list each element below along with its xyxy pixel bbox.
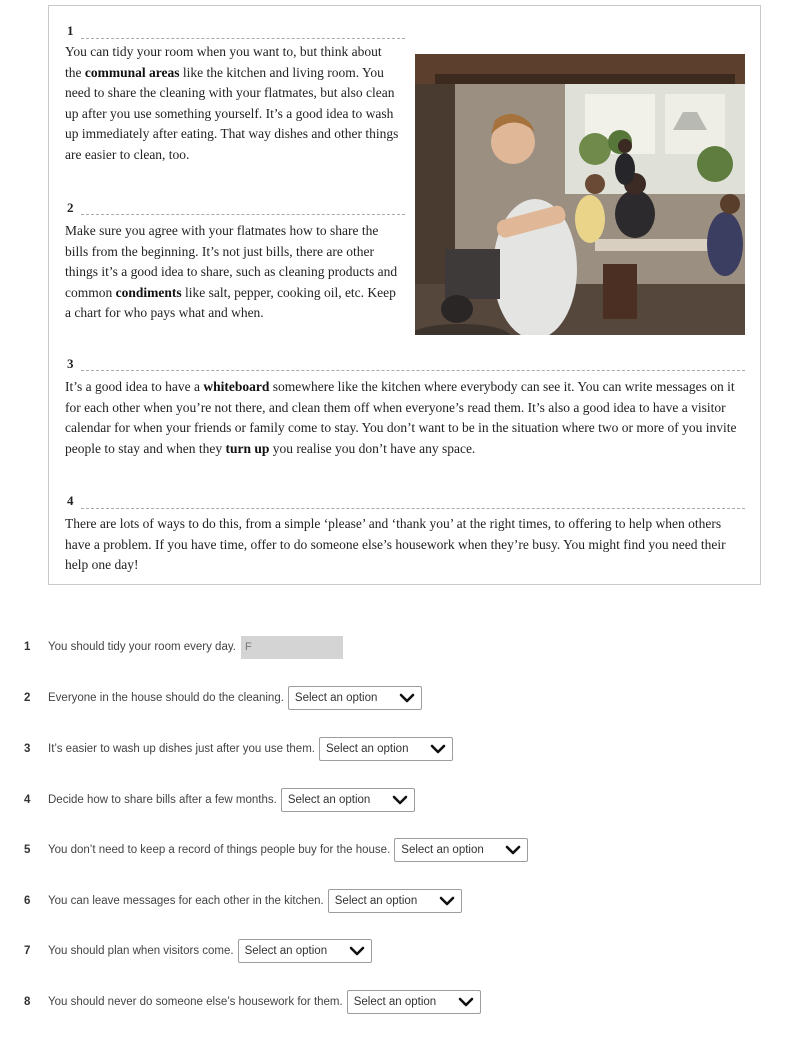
chevron-down-icon — [505, 845, 521, 855]
keyword-turn-up: turn up — [225, 440, 270, 456]
question-number: 4 — [24, 794, 31, 806]
question-number: 5 — [24, 844, 31, 856]
question-text: You don’t need to keep a record of things people buy for the house. — [48, 844, 391, 856]
answer-select[interactable] — [319, 737, 453, 761]
question-text: You should tidy your room every day. — [48, 641, 236, 653]
section-2-number: 2 — [67, 200, 74, 215]
section-1-paragraph: You can tidy your room when you want to, but think about the communal areas like the kitchen and living room. You need to share the cleaning with your flatmates, but also clean up after you use something yourself. It’s a good idea to wash up immediately after eating. That way dishes and other things are easier to clean, too. — [65, 44, 399, 162]
question-1 — [24, 635, 343, 659]
question-text: You should never do someone else’s housework for them. — [48, 996, 343, 1008]
section-3-number: 3 — [67, 356, 74, 371]
chevron-down-icon — [439, 896, 455, 906]
question-7 — [24, 939, 372, 963]
question-4 — [24, 788, 415, 812]
answer-select[interactable] — [328, 889, 462, 913]
question-number: 3 — [24, 743, 31, 755]
question-text: Decide how to share bills after a few months. — [48, 794, 277, 806]
answer-field[interactable]: F — [241, 636, 343, 659]
section-2-paragraph: Make sure you agree with your flatmates how to share the bills from the beginning. It’s not just bills, there are other things it’s a good idea to share, such as cleaning products and common condiments like salt, pepper, cooking oil, etc. Keep a chart for who pays what and when. — [65, 223, 398, 321]
answer-select[interactable] — [347, 990, 481, 1014]
select-placeholder: Select an option — [325, 743, 409, 755]
select-placeholder: Select an option — [287, 794, 371, 806]
section-4-paragraph: There are lots of ways to do this, from a simple ‘please’ and ‘thank you’ at the right times, to offering to help when others have a problem. If you have time, offer to do someone else’s housework when they’re busy. You might find you need their help one day! — [65, 516, 726, 573]
answer-select[interactable] — [394, 838, 528, 862]
select-placeholder: Select an option — [294, 692, 378, 704]
question-number: 6 — [24, 895, 31, 907]
select-placeholder: Select an option — [401, 844, 484, 856]
reading-text-box — [48, 5, 761, 585]
question-8 — [24, 990, 481, 1014]
chevron-down-icon — [392, 795, 408, 805]
question-number: 8 — [24, 996, 31, 1008]
question-number: 7 — [24, 945, 31, 957]
section-4-number: 4 — [67, 493, 74, 508]
section-4-heading-blank — [81, 508, 745, 509]
answer-select[interactable] — [238, 939, 372, 963]
answer-select[interactable] — [281, 788, 415, 812]
question-3 — [24, 737, 453, 761]
keyword-whiteboard: whiteboard — [203, 379, 270, 394]
question-2 — [24, 686, 422, 710]
section-3-paragraph: It’s a good idea to have a whiteboard somewhere like the kitchen where everybody can see it. You can write messages on it for each other when you’re not there, and clean them off when everyone’s read them. It’s also a good idea to have a visitor calendar for when your friends or family come to stay. You don’t want to be in the situation where two or more of you invite people to stay and when they turn up you realise you don’t have any space. — [65, 379, 737, 456]
question-number: 1 — [24, 641, 31, 653]
chevron-down-icon — [399, 693, 415, 703]
kitchen-scene-illustration — [415, 54, 745, 335]
select-placeholder: Select an option — [334, 895, 418, 907]
question-number: 2 — [24, 692, 31, 704]
question-6 — [24, 889, 462, 913]
select-placeholder: Select an option — [244, 945, 328, 957]
question-text: Everyone in the house should do the cleaning. — [48, 692, 284, 704]
answer-select[interactable] — [288, 686, 422, 710]
section-1-number: 1 — [67, 23, 74, 38]
chevron-down-icon — [349, 946, 365, 956]
select-placeholder: Select an option — [353, 996, 437, 1008]
keyword-communal-areas: communal areas — [84, 64, 180, 80]
question-text: You should plan when visitors come. — [48, 945, 234, 957]
section-2-heading-blank — [81, 214, 405, 215]
chevron-down-icon — [430, 744, 446, 754]
question-5 — [24, 838, 528, 862]
question-text: You can leave messages for each other in the kitchen. — [48, 895, 324, 907]
question-text: It’s easier to wash up dishes just after you use them. — [48, 743, 315, 755]
section-3-heading-blank — [81, 370, 745, 371]
chevron-down-icon — [458, 997, 474, 1007]
keyword-condiments: condiments — [115, 284, 182, 300]
section-1-heading-blank — [81, 38, 405, 39]
kitchen-flatmates-photo — [415, 54, 745, 335]
